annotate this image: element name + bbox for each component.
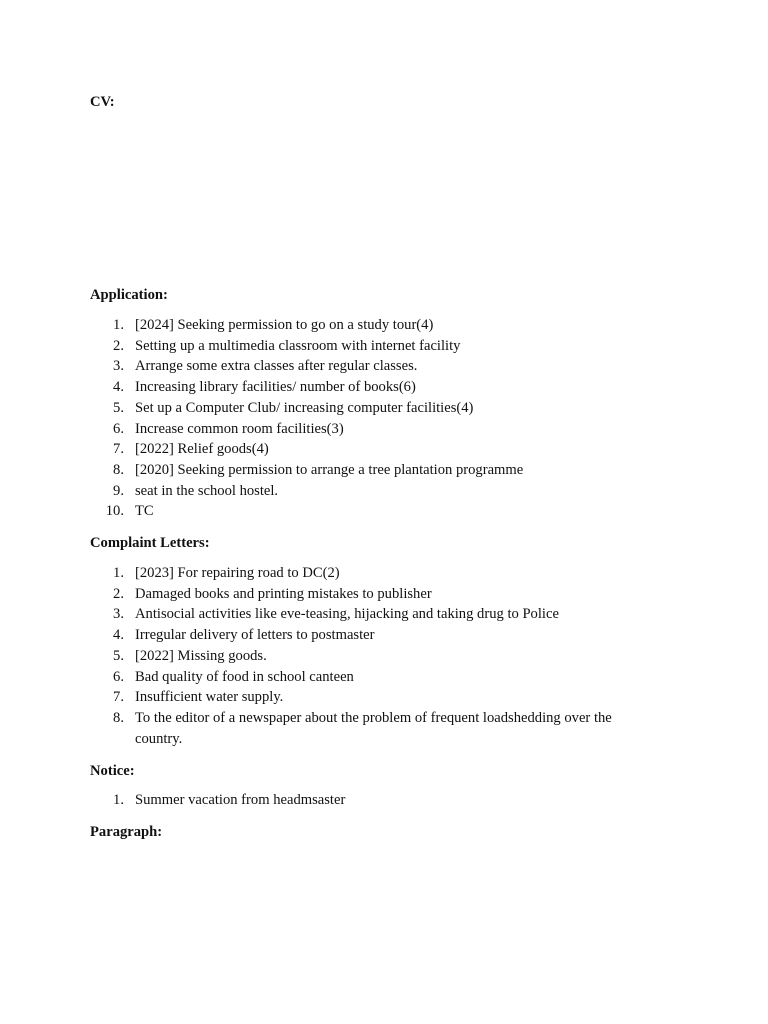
list-text: [2020] Seeking permission to arrange a tree plantation programme (135, 461, 524, 478)
list-item (90, 481, 650, 502)
list-number: 6. (113, 420, 124, 437)
list-number: 4. (113, 379, 124, 396)
list-text: Insufficient water supply. (135, 689, 284, 706)
list-text: [2024] Seeking permission to go on a study tour(4) (135, 317, 434, 333)
list-item (90, 646, 650, 667)
list-number: 8. (113, 461, 124, 478)
list-number: 4. (113, 627, 124, 644)
paragraph-heading: Paragraph: (90, 824, 163, 840)
list-item (90, 708, 650, 749)
list-item (90, 790, 650, 811)
list-item (90, 563, 650, 584)
list-number: 6. (113, 668, 124, 685)
list-text: Summer vacation from headmsaster (135, 792, 346, 808)
list-number: 1. (113, 792, 124, 808)
list-item (90, 501, 650, 522)
list-item (90, 460, 650, 481)
list-text: Set up a Computer Club/ increasing computer facilities(4) (135, 399, 474, 416)
list-number: 1. (113, 317, 124, 333)
application-heading: Application: (90, 287, 168, 303)
list-item (90, 377, 650, 398)
list-text: TC (135, 503, 154, 520)
list-number: 5. (113, 399, 124, 416)
complaint-letters-heading: Complaint Letters: (90, 535, 210, 551)
list-number: 8. (113, 709, 124, 726)
list-text: [2022] Missing goods. (135, 647, 267, 664)
list-item (90, 439, 650, 460)
list-item (90, 667, 650, 688)
application-list (90, 315, 650, 522)
list-text: Damaged books and printing mistakes to publisher (135, 585, 432, 602)
list-item (90, 419, 650, 440)
list-item (90, 336, 650, 357)
list-text: Setting up a multimedia classroom with internet facility (135, 337, 461, 354)
list-item (90, 356, 650, 377)
list-item (90, 604, 650, 625)
list-text: Bad quality of food in school canteen (135, 668, 354, 685)
list-text: To the editor of a newspaper about the problem of frequent loadshedding over the country. (135, 709, 612, 747)
list-number: 3. (113, 606, 124, 623)
list-text: [2023] For repairing road to DC(2) (135, 565, 340, 581)
list-text: Antisocial activities like eve-teasing, hijacking and taking drug to Police (135, 606, 559, 623)
list-text: Increase common room facilities(3) (135, 420, 344, 437)
cv-heading: CV: (90, 94, 115, 110)
list-text: Irregular delivery of letters to postmaster (135, 627, 375, 644)
list-text: Arrange some extra classes after regular classes. (135, 358, 418, 375)
list-item (90, 398, 650, 419)
notice-list (90, 790, 650, 811)
list-item (90, 584, 650, 605)
list-number: 9. (113, 482, 124, 499)
list-number: 2. (113, 585, 124, 602)
notice-heading: Notice: (90, 763, 135, 779)
list-item (90, 687, 650, 708)
complaint-letters-list (90, 563, 650, 749)
list-item (90, 625, 650, 646)
list-number: 3. (113, 358, 124, 375)
list-number: 7. (113, 689, 124, 706)
list-number: 7. (113, 441, 124, 458)
list-number: 1. (113, 565, 124, 581)
list-text: Increasing library facilities/ number of books(6) (135, 379, 416, 396)
list-number: 5. (113, 647, 124, 664)
list-number: 10. (105, 503, 124, 520)
list-number: 2. (113, 337, 124, 354)
list-item (90, 315, 650, 336)
list-text: [2022] Relief goods(4) (135, 441, 269, 458)
list-text: seat in the school hostel. (135, 482, 279, 499)
